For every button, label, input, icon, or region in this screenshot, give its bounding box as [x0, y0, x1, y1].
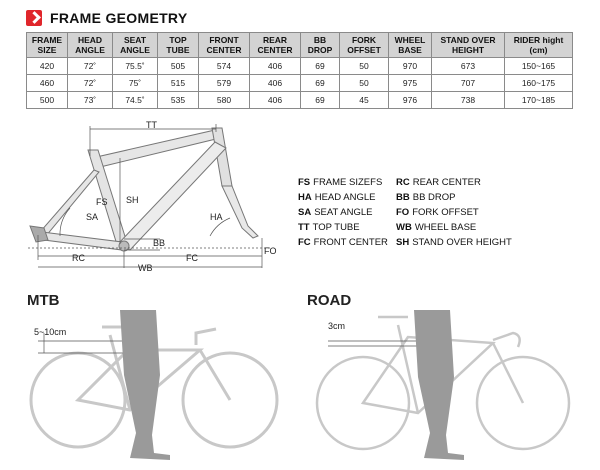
label-rc: RC	[72, 253, 85, 263]
col-rider-height: RIDER hight (cm)	[505, 33, 573, 58]
mtb-title: MTB	[27, 292, 60, 309]
table-cell: 50	[340, 58, 389, 75]
table-cell: 505	[158, 58, 199, 75]
label-fo: FO	[264, 246, 277, 256]
table-cell: 970	[389, 58, 432, 75]
chain-stay	[42, 232, 122, 250]
table-cell: 72˚	[68, 75, 113, 92]
bottom-bracket	[119, 241, 129, 251]
mtb-saddle-bar	[102, 327, 216, 345]
table-cell: 75˚	[113, 75, 158, 92]
table-cell: 69	[301, 58, 340, 75]
road-clearance-label: 3cm	[328, 321, 346, 331]
col-top-tube: TOP TUBE	[158, 33, 199, 58]
table-cell: 673	[432, 58, 505, 75]
section-header	[26, 8, 187, 28]
table-cell: 579	[199, 75, 250, 92]
table-row	[27, 58, 573, 75]
label-wb: WB	[138, 263, 153, 273]
table-cell: 515	[158, 75, 199, 92]
legend-item: FC FRONT CENTER	[298, 237, 388, 248]
abbreviation-legend	[298, 175, 512, 250]
legend-row	[298, 220, 494, 235]
table-cell: 69	[301, 75, 340, 92]
legend-item: TT TOP TUBE	[298, 222, 360, 233]
table-row	[27, 92, 573, 109]
mtb-clearance-label: 5~10cm	[34, 327, 67, 337]
legend-item: RC REAR CENTER	[396, 177, 481, 188]
mtb-illustration	[20, 305, 290, 465]
label-sa: SA	[86, 212, 99, 222]
legend-row	[298, 175, 494, 190]
label-fc: FC	[186, 253, 198, 263]
table-cell: 74.5˚	[113, 92, 158, 109]
col-wheel-base: WHEEL BASE	[389, 33, 432, 58]
col-stand-over-height: STAND OVER HEIGHT	[432, 33, 505, 58]
table-header-row	[27, 33, 573, 58]
legend-item: SA SEAT ANGLE	[298, 207, 373, 218]
legend-row	[298, 205, 494, 220]
table-cell: 976	[389, 92, 432, 109]
table-cell: 580	[199, 92, 250, 109]
label-fs: FS	[96, 197, 108, 207]
table-cell: 45	[340, 92, 389, 109]
geometry-table	[26, 32, 573, 109]
table-cell: 406	[250, 58, 301, 75]
table-cell: 406	[250, 75, 301, 92]
frame-diagram	[0, 108, 300, 273]
legend-row	[298, 190, 494, 205]
road-title: ROAD	[307, 292, 352, 309]
table-cell: 150~165	[505, 58, 573, 75]
section-title: FRAME GEOMETRY	[50, 10, 188, 26]
table-cell: 160~175	[505, 75, 573, 92]
col-seat-angle: SEAT ANGLE	[113, 33, 158, 58]
table-cell: 738	[432, 92, 505, 109]
table-cell: 500	[27, 92, 68, 109]
table-cell: 72˚	[68, 58, 113, 75]
road-rider-leg	[414, 310, 464, 460]
legend-item: HA HEAD ANGLE	[298, 192, 376, 203]
label-tt: TT	[146, 120, 157, 130]
label-ha: HA	[210, 212, 223, 222]
seat-stay	[40, 170, 99, 236]
col-head-angle: HEAD ANGLE	[68, 33, 113, 58]
table-row	[27, 75, 573, 92]
col-front-center: FRONT CENTER	[199, 33, 250, 58]
table-cell: 73˚	[68, 92, 113, 109]
chevron-right-icon	[26, 10, 42, 26]
fork	[222, 186, 258, 238]
table-cell: 574	[199, 58, 250, 75]
table-cell: 975	[389, 75, 432, 92]
table-cell: 420	[27, 58, 68, 75]
table-cell: 460	[27, 75, 68, 92]
label-sh: SH	[126, 195, 139, 205]
table-cell: 707	[432, 75, 505, 92]
table-cell: 535	[158, 92, 199, 109]
legend-item: SH STAND OVER HEIGHT	[396, 237, 512, 248]
legend-item: FO FORK OFFSET	[396, 207, 479, 218]
legend-item: WB WHEEL BASE	[396, 222, 477, 233]
legend-item: FS FRAME SIZEFS	[298, 177, 383, 188]
label-bb: BB	[153, 238, 166, 248]
table-cell: 75.5˚	[113, 58, 158, 75]
col-frame-size: FRAME SIZE	[27, 33, 68, 58]
legend-item: BB BB DROP	[396, 192, 456, 203]
mtb-rider-leg	[120, 310, 170, 460]
table-cell: 69	[301, 92, 340, 109]
col-rear-center: REAR CENTER	[250, 33, 301, 58]
legend-row	[298, 235, 512, 250]
col-fork-offset: FORK OFFSET	[340, 33, 389, 58]
col-bb-drop: BB DROP	[301, 33, 340, 58]
table-cell: 170~185	[505, 92, 573, 109]
table-cell: 50	[340, 75, 389, 92]
table-cell: 406	[250, 92, 301, 109]
road-illustration	[308, 305, 578, 465]
